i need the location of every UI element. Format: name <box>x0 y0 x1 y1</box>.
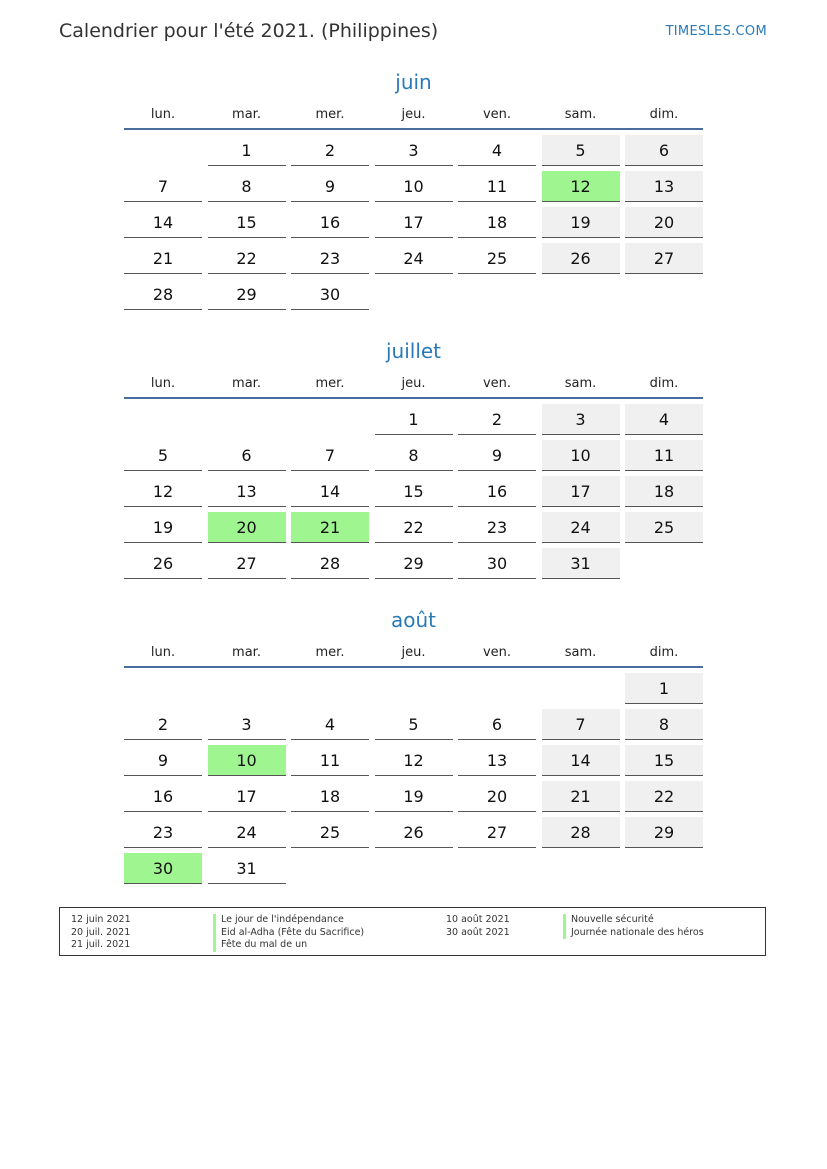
day-cell: 12 <box>375 745 453 776</box>
empty-cell <box>625 548 703 579</box>
empty-cell <box>542 279 620 310</box>
day-cell: 9 <box>458 440 536 471</box>
weekend-day-cell: 1 <box>625 673 703 704</box>
legend-dates-left <box>71 914 131 952</box>
day-cell: 7 <box>124 171 202 202</box>
day-cell: 22 <box>375 512 453 543</box>
weekday-label: sam. <box>564 376 597 391</box>
weekend-day-cell: 22 <box>625 781 703 812</box>
day-cell: 16 <box>458 476 536 507</box>
week-row <box>124 709 703 745</box>
weekday-label: jeu. <box>401 645 426 660</box>
weekend-day-cell: 14 <box>542 745 620 776</box>
day-cell: 23 <box>291 243 369 274</box>
holiday-day-cell: 10 <box>208 745 286 776</box>
legend-date: 30 août 2021 <box>446 926 510 938</box>
legend-date: 21 juil. 2021 <box>71 939 131 950</box>
weekday-label: jeu. <box>401 107 426 122</box>
week-row <box>124 279 703 315</box>
weekday-label: sam. <box>564 107 597 122</box>
day-cell: 29 <box>208 279 286 310</box>
weekday-label: jeu. <box>401 376 426 391</box>
day-cell: 2 <box>124 709 202 740</box>
day-cell: 13 <box>458 745 536 776</box>
day-cell: 9 <box>124 745 202 776</box>
weekend-day-cell: 8 <box>625 709 703 740</box>
legend-holiday-name: Eid al-Adha (Fête du Sacrifice) <box>213 927 364 940</box>
week-row <box>124 404 703 440</box>
legend-holiday-name: Journée nationale des héros <box>563 927 704 940</box>
legend-holiday-name: Fête du mal de un <box>213 939 364 952</box>
holiday-day-cell: 21 <box>291 512 369 543</box>
weekend-day-cell: 24 <box>542 512 620 543</box>
day-cell: 9 <box>291 171 369 202</box>
month-3 <box>124 605 703 889</box>
weekend-day-cell: 6 <box>625 135 703 166</box>
day-cell: 18 <box>458 207 536 238</box>
day-cell: 4 <box>291 709 369 740</box>
day-cell: 14 <box>291 476 369 507</box>
day-cell: 1 <box>208 135 286 166</box>
weekend-day-cell: 28 <box>542 817 620 848</box>
week-row <box>124 817 703 853</box>
weekday-label: dim. <box>649 107 679 122</box>
legend-holiday-name: Nouvelle sécurité <box>563 914 704 927</box>
day-cell: 6 <box>458 709 536 740</box>
day-cell: 24 <box>375 243 453 274</box>
week-row <box>124 548 703 584</box>
weekend-day-cell: 29 <box>625 817 703 848</box>
weekend-day-cell: 5 <box>542 135 620 166</box>
week-row <box>124 853 703 889</box>
legend-names-right <box>563 914 704 939</box>
month-name: juillet <box>385 339 442 363</box>
week-row <box>124 207 703 243</box>
empty-cell <box>458 279 536 310</box>
weekend-day-cell: 15 <box>625 745 703 776</box>
day-cell: 11 <box>291 745 369 776</box>
week-row <box>124 135 703 171</box>
weekday-header <box>124 107 703 127</box>
weekend-day-cell: 26 <box>542 243 620 274</box>
day-cell: 30 <box>458 548 536 579</box>
day-cell: 17 <box>375 207 453 238</box>
weeks-grid <box>124 673 703 889</box>
holiday-day-cell: 30 <box>124 853 202 884</box>
week-row <box>124 243 703 279</box>
day-cell: 8 <box>375 440 453 471</box>
day-cell: 8 <box>208 171 286 202</box>
empty-cell <box>542 673 620 704</box>
day-cell: 19 <box>375 781 453 812</box>
day-cell: 5 <box>124 440 202 471</box>
weekend-day-cell: 11 <box>625 440 703 471</box>
weekend-day-cell: 7 <box>542 709 620 740</box>
legend-date: 12 juin 2021 <box>71 914 131 925</box>
weekday-label: dim. <box>649 376 679 391</box>
weekday-label: mer. <box>315 645 345 660</box>
empty-cell <box>124 404 202 435</box>
empty-cell <box>375 673 453 704</box>
day-cell: 27 <box>208 548 286 579</box>
empty-cell <box>124 673 202 704</box>
weekend-day-cell: 13 <box>625 171 703 202</box>
weekday-label: mar. <box>232 107 261 122</box>
day-cell: 26 <box>124 548 202 579</box>
day-cell: 11 <box>458 171 536 202</box>
day-cell: 29 <box>375 548 453 579</box>
day-cell: 2 <box>458 404 536 435</box>
weekday-label: lun. <box>150 376 176 391</box>
day-cell: 20 <box>458 781 536 812</box>
weekday-label: lun. <box>150 107 176 122</box>
holiday-legend <box>59 907 766 956</box>
weekend-day-cell: 19 <box>542 207 620 238</box>
weekday-label: mar. <box>232 645 261 660</box>
weekend-day-cell: 31 <box>542 548 620 579</box>
week-row <box>124 745 703 781</box>
day-cell: 30 <box>291 279 369 310</box>
weekend-day-cell: 27 <box>625 243 703 274</box>
day-cell: 15 <box>375 476 453 507</box>
holiday-day-cell: 12 <box>542 171 620 202</box>
day-cell: 28 <box>291 548 369 579</box>
month-2 <box>124 336 703 584</box>
day-cell: 10 <box>375 171 453 202</box>
day-cell: 6 <box>208 440 286 471</box>
day-cell: 27 <box>458 817 536 848</box>
empty-cell <box>291 673 369 704</box>
day-cell: 17 <box>208 781 286 812</box>
weekday-label: mer. <box>315 376 345 391</box>
day-cell: 24 <box>208 817 286 848</box>
empty-cell <box>375 853 453 884</box>
week-row <box>124 673 703 709</box>
week-row <box>124 171 703 207</box>
week-row <box>124 781 703 817</box>
weekday-label: mar. <box>232 376 261 391</box>
legend-date: 20 juil. 2021 <box>71 926 131 938</box>
day-cell: 5 <box>375 709 453 740</box>
legend-date: 10 août 2021 <box>446 914 510 925</box>
weekday-label: sam. <box>564 645 597 660</box>
weekend-day-cell: 21 <box>542 781 620 812</box>
day-cell: 25 <box>458 243 536 274</box>
weekend-day-cell: 17 <box>542 476 620 507</box>
empty-cell <box>625 279 703 310</box>
day-cell: 3 <box>375 135 453 166</box>
weeks-grid <box>124 135 703 315</box>
day-cell: 19 <box>124 512 202 543</box>
day-cell: 22 <box>208 243 286 274</box>
empty-cell <box>458 853 536 884</box>
day-cell: 21 <box>124 243 202 274</box>
weekday-label: lun. <box>150 645 176 660</box>
day-cell: 26 <box>375 817 453 848</box>
header-rule <box>124 397 703 399</box>
empty-cell <box>208 673 286 704</box>
page-title: Calendrier pour l'été 2021. (Philippines) <box>59 20 439 42</box>
holiday-day-cell: 20 <box>208 512 286 543</box>
legend-names-left <box>213 914 364 952</box>
day-cell: 13 <box>208 476 286 507</box>
day-cell: 1 <box>375 404 453 435</box>
day-cell: 18 <box>291 781 369 812</box>
legend-dates-right <box>446 914 510 939</box>
weekday-header <box>124 645 703 665</box>
empty-cell <box>208 404 286 435</box>
weekday-label: ven. <box>482 107 512 122</box>
weekday-label: ven. <box>482 376 512 391</box>
empty-cell <box>542 853 620 884</box>
day-cell: 16 <box>291 207 369 238</box>
header-rule <box>124 128 703 130</box>
empty-cell <box>291 853 369 884</box>
day-cell: 23 <box>124 817 202 848</box>
day-cell: 25 <box>291 817 369 848</box>
month-name: juin <box>395 70 432 94</box>
weekday-label: ven. <box>482 645 512 660</box>
day-cell: 12 <box>124 476 202 507</box>
day-cell: 23 <box>458 512 536 543</box>
weekend-day-cell: 18 <box>625 476 703 507</box>
weekend-day-cell: 20 <box>625 207 703 238</box>
day-cell: 16 <box>124 781 202 812</box>
weekday-label: dim. <box>649 645 679 660</box>
empty-cell <box>291 404 369 435</box>
day-cell: 2 <box>291 135 369 166</box>
weekend-day-cell: 4 <box>625 404 703 435</box>
week-row <box>124 440 703 476</box>
legend-holiday-name: Le jour de l'indépendance <box>213 914 364 927</box>
week-row <box>124 512 703 548</box>
day-cell: 7 <box>291 440 369 471</box>
empty-cell <box>375 279 453 310</box>
header-rule <box>124 666 703 668</box>
weekend-day-cell: 10 <box>542 440 620 471</box>
day-cell: 3 <box>208 709 286 740</box>
weekday-header <box>124 376 703 396</box>
weekend-day-cell: 3 <box>542 404 620 435</box>
day-cell: 14 <box>124 207 202 238</box>
empty-cell <box>458 673 536 704</box>
month-1 <box>124 67 703 315</box>
brand-link[interactable]: TIMESLES.COM <box>665 24 767 39</box>
week-row <box>124 476 703 512</box>
day-cell: 4 <box>458 135 536 166</box>
day-cell: 31 <box>208 853 286 884</box>
day-cell: 15 <box>208 207 286 238</box>
empty-cell <box>124 135 202 166</box>
empty-cell <box>625 853 703 884</box>
weekday-label: mer. <box>315 107 345 122</box>
weekend-day-cell: 25 <box>625 512 703 543</box>
day-cell: 28 <box>124 279 202 310</box>
month-name: août <box>390 608 436 632</box>
weeks-grid <box>124 404 703 584</box>
